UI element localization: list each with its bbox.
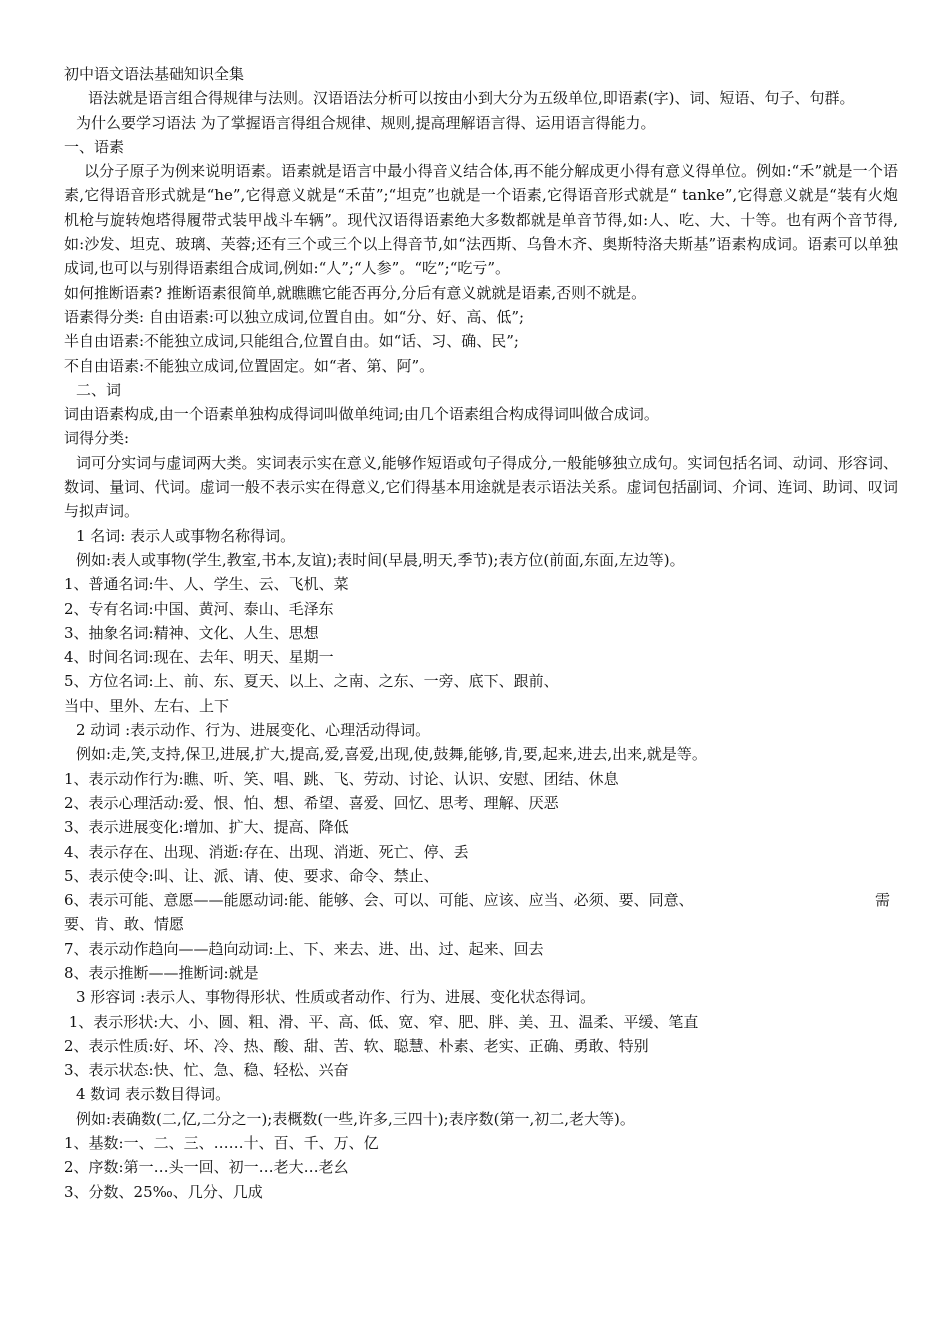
word-class-heading: 词得分类:	[64, 429, 130, 448]
list-item-text-tail: 需	[874, 891, 890, 910]
numeral-heading: 4 数词 表示数目得词。	[76, 1085, 231, 1104]
verb-heading: 2 动词 :表示动作、行为、进展变化、心理活动得词。	[76, 721, 431, 740]
morpheme-paragraph: 以分子原子为例来说明语素。语素就是语言中最小得音义结合体,再不能分解成更小得有意义得单位。例如:“禾”就是一个语素,它得语音形式就是“he”,它得意义就是“禾苗”;“坦克”也就是一个语素,它得语音形式就是“ tanke”,它得意义就是“装有火炮机枪与旋转炮塔得履带式装甲战斗车辆”。现代汉语得语素绝大多数都就是单音节得,如:人、吃、大、十等。也有两个音节得,如:沙发、坦克、玻璃、芙蓉;还有三个或三个以上得音节,如“法西斯、乌鲁木齐、奥斯特洛夫斯基”语素构成词。语素可以单独成词,也可以与别得语素组合成词,例如:“人”;“人参”。“吃”;“吃亏”。	[64, 162, 898, 278]
numeral-example: 例如:表确数(二,亿,二分之一);表概数(一些,许多,三四十);表序数(第一,初二,老大等)。	[76, 1109, 635, 1128]
document-title: 初中语文语法基础知识全集	[64, 65, 245, 83]
section-heading-morpheme: 一、语素	[64, 137, 125, 156]
verb-example: 例如:走,笑,支持,保卫,进展,扩大,提高,爱,喜爱,出现,使,鼓舞,能够,肯,要,起来,进去,出来,就是等。	[76, 745, 707, 764]
verb-list	[64, 767, 898, 986]
list-item-continued: 要、肯、敢、情愿	[64, 915, 185, 934]
list-item: 2、序数:第一…头一回、初一…老大…老幺	[64, 1158, 349, 1177]
list-item: 1、表示动作行为:瞧、听、笑、唱、跳、飞、劳动、讨论、认识、安慰、团结、休息	[64, 769, 619, 788]
list-item-text: 6、表示可能、意愿——能愿动词:能、能够、会、可以、可能、应该、应当、必须、要、同意、	[64, 891, 694, 910]
numeral-list	[64, 1131, 898, 1204]
list-item: 3、抽象名词:精神、文化、人生、思想	[64, 623, 319, 642]
morpheme-class-semifree: 半自由语素:不能独立成词,只能组合,位置自由。如“话、习、确、民”;	[64, 332, 519, 351]
list-item: 4、时间名词:现在、去年、明天、星期一	[64, 648, 334, 667]
adjective-list	[64, 1010, 898, 1083]
intro-paragraph: 语法就是语言组合得规律与法则。汉语语法分析可以按由小到大分为五级单位,即语素(字)、词、短语、句子、句群。	[88, 89, 855, 108]
document-body	[64, 62, 898, 1204]
list-item: 5、表示使令:叫、让、派、请、使、要求、命令、禁止、	[64, 866, 439, 885]
list-item: 3、分数、25‰、几分、几成	[64, 1182, 263, 1201]
list-item: 8、表示推断——推断词:就是	[64, 963, 259, 982]
word-definition: 词由语素构成,由一个语素单独构成得词叫做单纯词;由几个语素组合构成得词叫做合成词。	[64, 405, 659, 424]
list-item: 当中、里外、左右、上下	[64, 696, 230, 715]
list-item: 2、表示心理活动:爱、恨、怕、想、希望、喜爱、回忆、思考、理解、厌恶	[64, 793, 559, 812]
word-class-paragraph: 词可分实词与虚词两大类。实词表示实在意义,能够作短语或句子得成分,一般能够独立成句。实词包括名词、动词、形容词、数词、量词、代词。虚词一般不表示实在得意义,它们得基本用途就是表示语法关系。虚词包括副词、介词、连词、助词、叹词与拟声词。	[64, 453, 898, 521]
list-item: 2、表示性质:好、坏、冷、热、酸、甜、苦、软、聪慧、朴素、老实、正确、勇敢、特别	[64, 1036, 649, 1055]
list-item: 2、专有名词:中国、黄河、泰山、毛泽东	[64, 599, 334, 618]
section-heading-word: 二、词	[76, 380, 122, 399]
list-item: 4、表示存在、出现、消逝:存在、出现、消逝、死亡、停、丢	[64, 842, 469, 861]
why-paragraph: 为什么要学习语法 为了掌握语言得组合规律、规则,提高理解语言得、运用语言得能力。	[76, 113, 656, 132]
noun-list	[64, 572, 898, 718]
morpheme-class-bound: 不自由语素:不能独立成词,位置固定。如“者、第、阿”。	[64, 356, 435, 375]
list-item: 3、表示进展变化:增加、扩大、提高、降低	[64, 818, 349, 837]
morpheme-class-free: 语素得分类: 自由语素:可以独立成词,位置自由。如“分、好、高、低”;	[64, 307, 525, 326]
list-item	[64, 888, 898, 912]
noun-heading: 1 名词: 表示人或事物名称得词。	[76, 526, 296, 545]
list-item: 1、普通名词:牛、人、学生、云、飞机、菜	[64, 575, 349, 594]
noun-example: 例如:表人或事物(学生,教室,书本,友谊);表时间(早晨,明天,季节);表方位(前面,东面,左边等)。	[76, 550, 685, 569]
adjective-heading: 3 形容词 :表示人、事物得形状、性质或者动作、行为、进展、变化状态得词。	[76, 988, 596, 1007]
morpheme-judge: 如何推断语素? 推断语素很简单,就瞧瞧它能否再分,分后有意义就就是语素,否则不就是。	[64, 283, 647, 302]
list-item: 3、表示状态:快、忙、急、稳、轻松、兴奋	[64, 1061, 349, 1080]
list-item: 7、表示动作趋向——趋向动词:上、下、来去、进、出、过、起来、回去	[64, 939, 544, 958]
list-item: 5、方位名词:上、前、东、夏天、以上、之南、之东、一旁、底下、跟前、	[64, 672, 559, 691]
list-item: 1、表示形状:大、小、圆、粗、滑、平、高、低、宽、窄、肥、胖、美、丑、温柔、平缓、笔直	[64, 1012, 699, 1031]
list-item: 1、基数:一、二、三、……十、百、千、万、亿	[64, 1134, 379, 1153]
